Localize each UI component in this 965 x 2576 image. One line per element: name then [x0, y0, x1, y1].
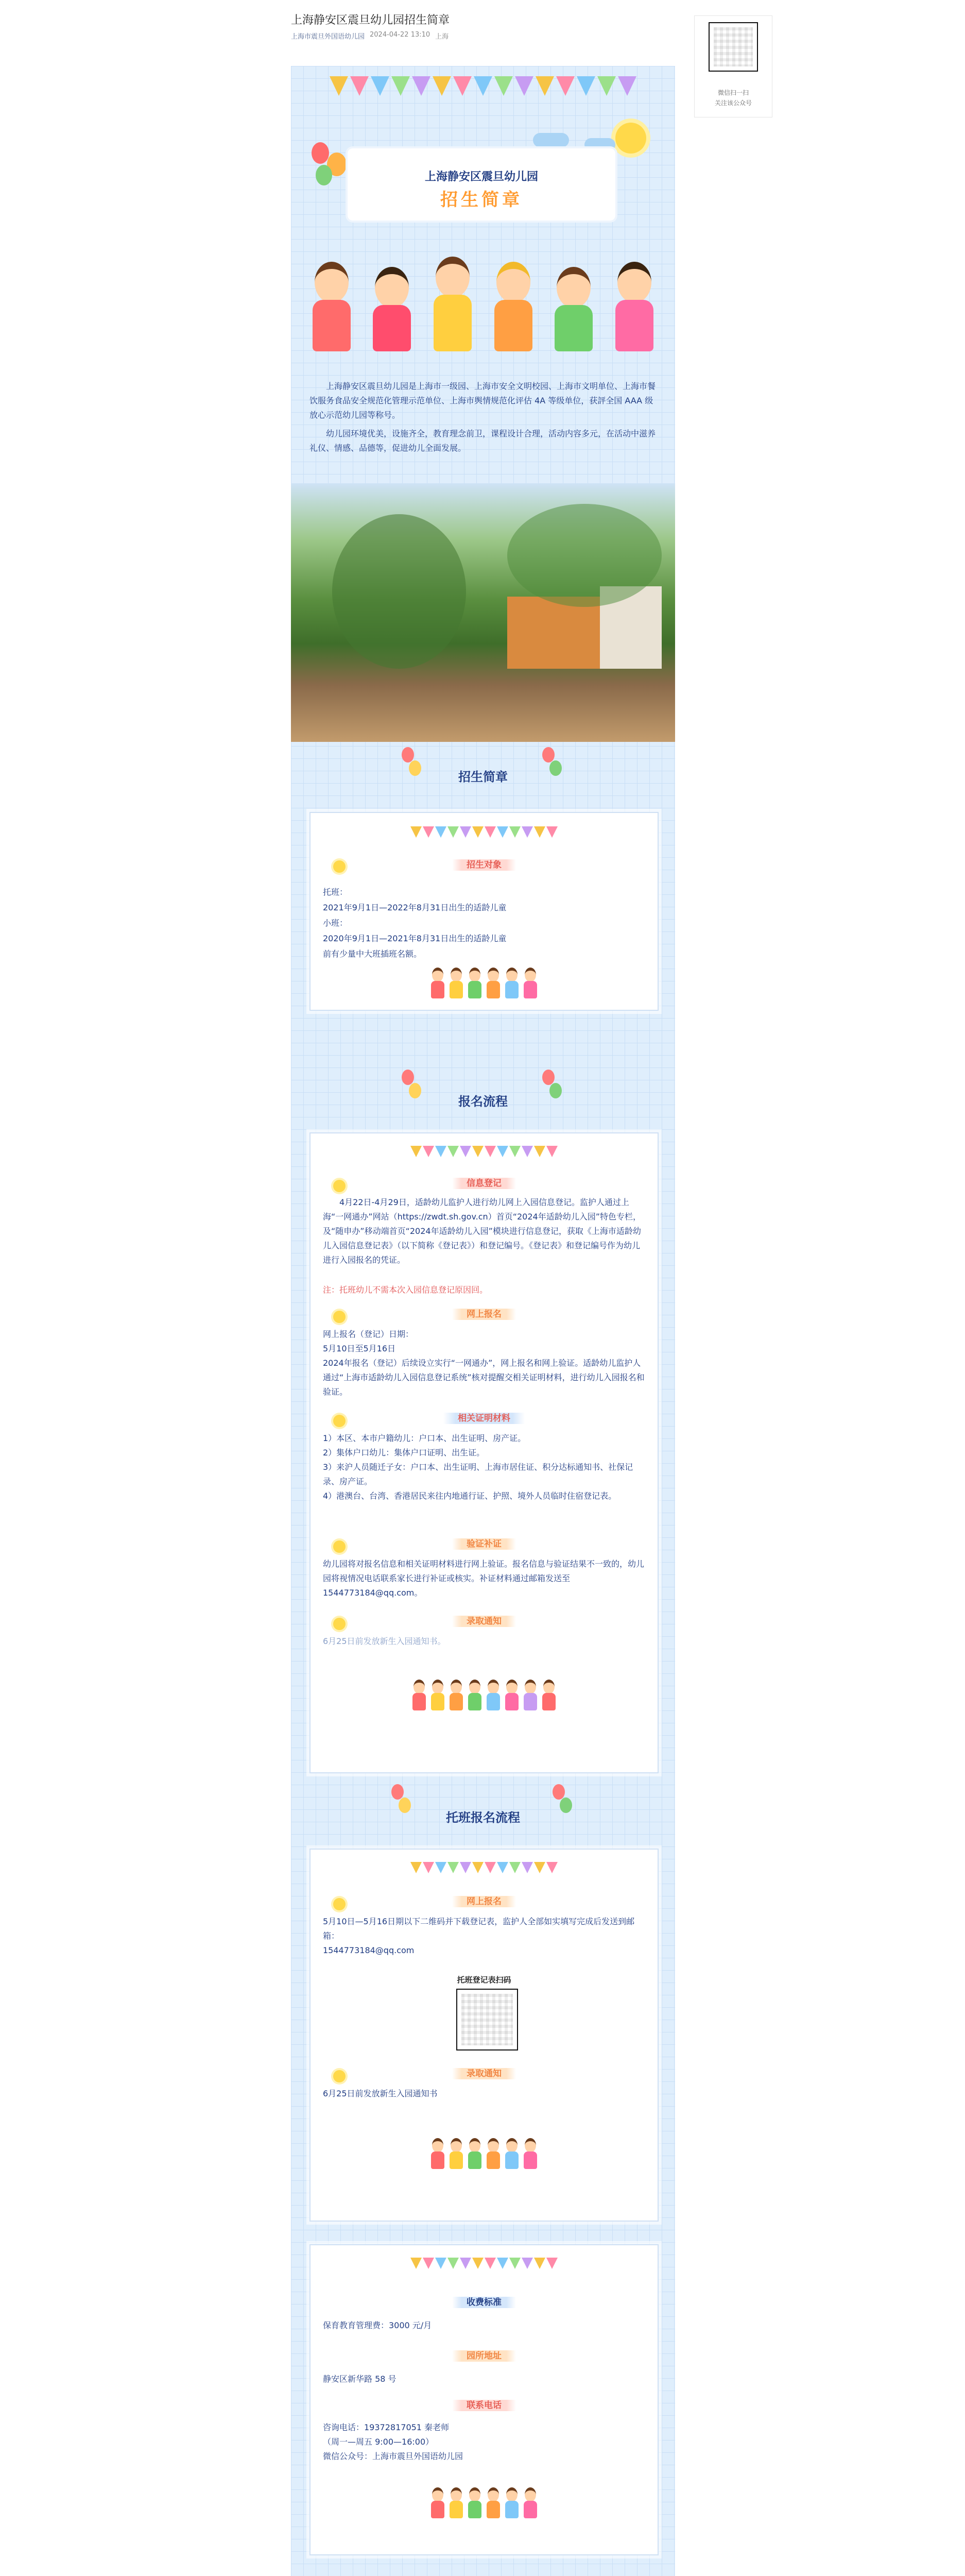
publish-date: 2024-04-22 13:10 [370, 31, 430, 39]
fee-text: 保育教育管理费：3000 元/月 [323, 2320, 432, 2330]
top-bunting [291, 76, 675, 102]
cloud-icon [533, 133, 569, 147]
target-line-3: 小班： [323, 918, 348, 928]
qr-panel [694, 15, 772, 117]
balloon-icon [542, 1070, 563, 1106]
tag-tuoban-online: 网上报名 [452, 1896, 516, 1907]
target-line-4: 2020年9月1日—2021年8月31日出生的适龄儿童 [323, 934, 507, 943]
account-qr-code [710, 23, 757, 71]
bunting [410, 1862, 558, 1873]
balloon-icon [553, 1784, 573, 1820]
docs-line-2: 2）集体户口幼儿：集体户口证明、出生证。 [323, 1448, 485, 1458]
tuoban-qr-label: 托班登记表扫码 [457, 1975, 511, 1985]
target-line-1: 托班： [323, 887, 348, 897]
tag-verify: 验证补证 [452, 1538, 516, 1550]
bunting [410, 2258, 558, 2269]
kids-illustration [430, 2487, 538, 2520]
banner-title: 招生简章 [440, 190, 523, 210]
balloon-icon [542, 747, 563, 783]
docs-line-4: 4）港澳台、台湾、香港居民来往内地通行证、护照、境外人员临时住宿登记表。 [323, 1491, 617, 1501]
tag-info: 信息登记 [452, 1178, 516, 1189]
kids-illustration [430, 2138, 538, 2171]
tag-addr: 园所地址 [452, 2350, 516, 2362]
tag-fee: 收费标准 [452, 2297, 516, 2308]
header-kids-illustration [301, 251, 665, 354]
balloon-icon [391, 1784, 412, 1820]
kids-illustration [430, 968, 538, 1001]
balloon-icon [402, 747, 422, 783]
sun-icon [333, 1311, 346, 1323]
phone-line-2: （周一—周五 9:00—16:00） [323, 2437, 434, 2447]
sun-icon [333, 1180, 346, 1192]
card-target [309, 812, 659, 1011]
target-line-5: 前有少量中大班插班名额。 [323, 949, 422, 959]
verify-text: 幼儿园将对报名信息和相关证明材料进行网上验证。报名信息与验证结果不一致的，幼儿园将视情况电话联系家长进行补证或核实。补证材料通过邮箱发送至 1544773184@qq.com。 [323, 1559, 645, 1598]
tuoban-qr-code[interactable] [457, 1990, 517, 2049]
author-link[interactable]: 上海市震旦外国语幼儿园 [291, 33, 365, 41]
tag-target: 招生对象 [452, 859, 516, 871]
publish-location: 上海 [435, 33, 449, 41]
sun-icon [333, 860, 346, 873]
sun-icon [333, 1898, 346, 1910]
article-meta [291, 31, 449, 41]
balloon-icon [312, 142, 348, 204]
balloon-icon [402, 1070, 422, 1106]
target-line-2: 2021年9月1日—2022年8月31日出生的适龄儿童 [323, 903, 507, 912]
header-board [348, 148, 615, 221]
addr-text: 静安区新华路 58 号 [323, 2374, 397, 2384]
tuoban-email[interactable]: 1544773184@qq.com [323, 1945, 415, 1955]
docs-line-3: 3）来沪人员随迁子女：户口本、出生证明、上海市居住证、积分达标通知书、社保记录、房产证。 [323, 1462, 633, 1486]
card-contact [309, 2244, 659, 2555]
bunting [410, 826, 558, 838]
campus-photo [291, 483, 675, 742]
online-line-1: 网上报名（登记）日期： [323, 1329, 414, 1339]
sun-icon [615, 123, 646, 154]
sun-icon [333, 1540, 346, 1553]
sun-icon [333, 1415, 346, 1427]
intro-paragraph-1: 上海静安区震旦幼儿园是上海市一级园、上海市安全文明校园、上海市文明单位、上海市餐饮服务食品安全规范化管理示范单位、上海市舆情规范化评估 4A 等级单位，获評全国 AAA 级放心示范幼儿园等称号。 [309, 381, 656, 420]
tag-tuoban-admit: 录取通知 [452, 2068, 516, 2079]
section-title-jianzhang: 招生简章 [458, 770, 508, 784]
tag-admit: 录取通知 [452, 1616, 516, 1627]
section-title-baoming: 报名流程 [458, 1094, 508, 1109]
tuoban-online-text: 5月10日—5月16日期以下二维码并下载登记表，监护人全部如实填写完成后发送到邮箱： [323, 1917, 635, 1941]
info-note: 注：托班幼儿不需本次入园信息登记原因回。 [323, 1285, 488, 1295]
sun-icon [333, 2070, 346, 2082]
online-line-3: 2024年报名（登记）后续设立实行“一网通办”，网上报名和网上验证。适龄幼儿监护人通过“上海市适龄幼儿入园信息登记系统”核对提醒交相关证明材料，进行幼儿入园报名和验证。 [323, 1358, 645, 1397]
phone-line-3: 微信公众号：上海市震旦外国语幼儿园 [323, 2451, 463, 2461]
phone-line-1[interactable]: 咨询电话：19372817051 秦老师 [323, 2422, 450, 2432]
card-tuoban [309, 1849, 659, 2222]
info-text: 4月22日-4月29日，适龄幼儿监护人进行幼儿网上入园信息登记。监护人通过上海“一网通办”网站（https://zwdt.sh.gov.cn）首页“2024年适龄幼儿入园”特色专栏，及“随申办”移动端首页“2024年适龄幼儿入园”模块进行信息登记，获取《上海市适龄幼儿入园信息登记表》（以下简称《登记表》）和登记编号。《登记表》和登记编号作为幼儿进行入园报名的凭证。 [323, 1197, 641, 1265]
online-line-2: 5月10日至5月16日 [323, 1344, 396, 1353]
article-title: 上海静安区震旦幼儿园招生简章 [291, 14, 450, 27]
intro-paragraph-2: 幼儿园环境优美，设施齐全，教育理念前卫，课程设计合理，活动内容多元，在活动中滋养礼仪、情感、品德等，促进幼儿全面发展。 [309, 429, 656, 453]
docs-line-1: 1）本区、本市户籍幼儿：户口本、出生证明、房产证。 [323, 1433, 526, 1443]
qr-caption-1: 微信扫一扫 [717, 89, 749, 96]
card-process [309, 1132, 659, 1773]
section-title-tuoban: 托班报名流程 [446, 1810, 520, 1825]
tag-docs: 相关证明材料 [443, 1413, 525, 1424]
admit-text: 6月25日前发放新生入园通知书。 [323, 1636, 446, 1646]
tag-online: 网上报名 [452, 1309, 516, 1320]
tuoban-admit-text: 6月25日前发放新生入园通知书 [323, 2089, 438, 2098]
school-name: 上海静安区震旦幼儿园 [424, 171, 538, 183]
article-content [291, 66, 675, 2576]
sun-icon [333, 1618, 346, 1630]
qr-caption-2: 关注该公众号 [714, 99, 752, 107]
bunting [410, 1146, 558, 1157]
kids-illustration [411, 1680, 557, 1713]
tag-phone: 联系电话 [452, 2400, 516, 2411]
